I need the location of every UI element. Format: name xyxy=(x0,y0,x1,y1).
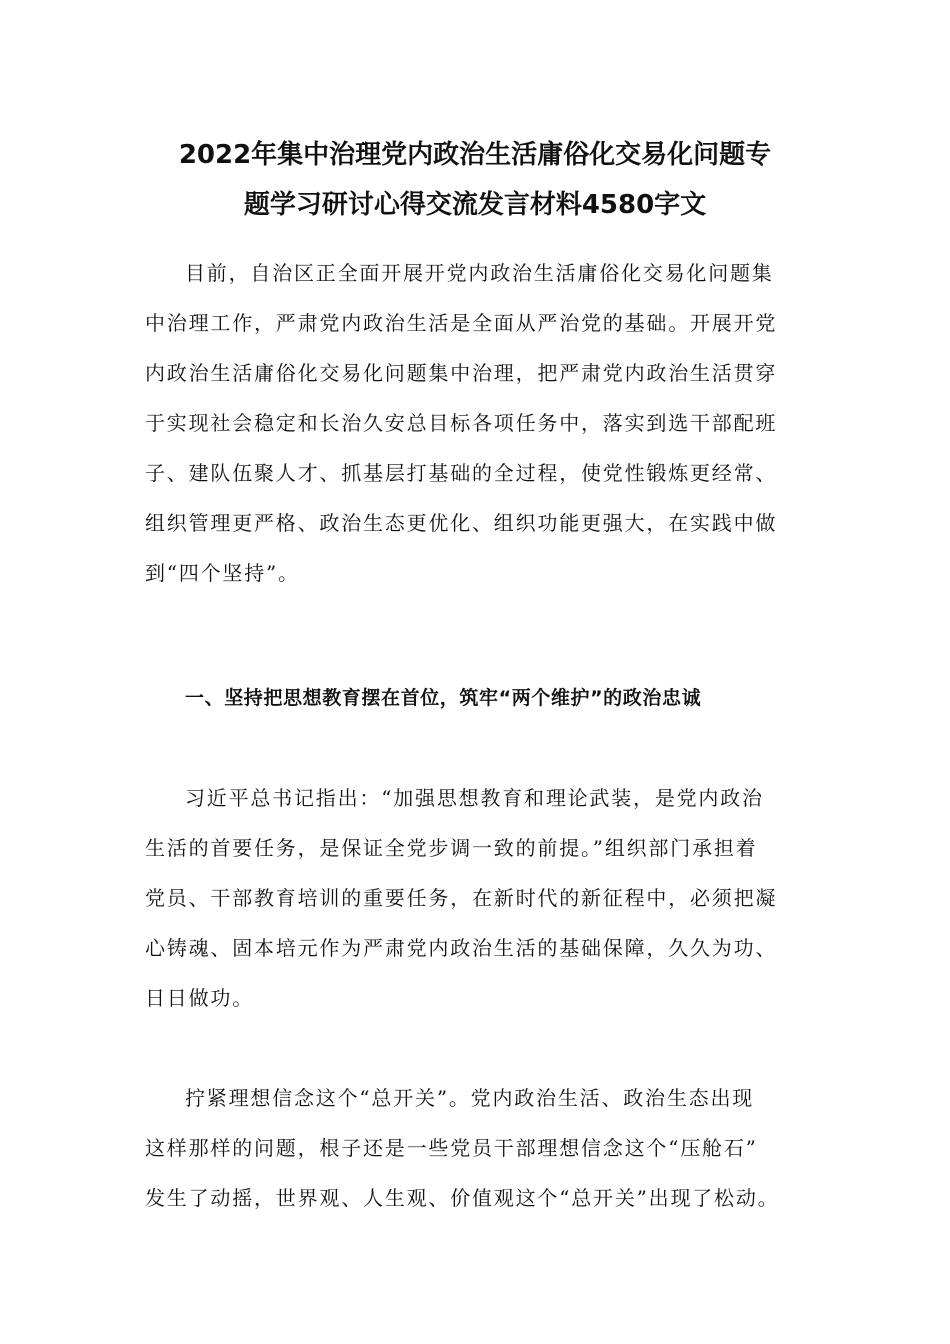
paragraph-line: 中治理工作，严肃党内政治生活是全面从严治党的基础。开展开党 xyxy=(145,311,778,335)
paragraph-line: 日日做功。 xyxy=(145,986,254,1010)
paragraph-line: 到“四个坚持”。 xyxy=(145,561,300,585)
paragraph-line: 子、建队伍聚人才、抓基层打基础的全过程，使党性锻炼更经常、 xyxy=(145,461,778,485)
section1-paragraph-1 xyxy=(145,773,815,1023)
title-line-1: 2022年集中治理党内政治生活庸俗化交易化问题专 xyxy=(178,140,772,170)
document-title xyxy=(130,130,820,230)
paragraph-line: 内政治生活庸俗化交易化问题集中治理，把严肃党内政治生活贯穿 xyxy=(145,361,778,385)
paragraph-line: 心铸魂、固本培元作为严肃党内政治生活的基础保障，久久为功、 xyxy=(145,936,778,960)
paragraph-line: 发生了动摇，世界观、人生观、价值观这个“总开关”出现了松动。 xyxy=(145,1186,780,1210)
section1-paragraph-2 xyxy=(145,1073,815,1223)
paragraph-line: 习近平总书记指出：“加强思想教育和理论武装，是党内政治 xyxy=(185,786,764,810)
title-line-2: 题学习研讨心得交流发言材料4580字文 xyxy=(243,190,707,220)
paragraph-line: 拧紧理想信念这个“总开关”。党内政治生活、政治生态出现 xyxy=(185,1086,755,1110)
paragraph-line: 组织管理更严格、政治生态更优化、组织功能更强大，在实践中做 xyxy=(145,511,778,535)
paragraph-line: 这样那样的问题，根子还是一些党员干部理想信念这个“压舱石” xyxy=(145,1136,758,1160)
intro-paragraph xyxy=(145,248,815,598)
paragraph-line: 党员、干部教育培训的重要任务，在新时代的新征程中，必须把凝 xyxy=(145,886,778,910)
section-heading-1: 一、坚持把思想教育摆在首位，筑牢“两个维护”的政治忠诚 xyxy=(185,687,702,709)
paragraph-line: 生活的首要任务，是保证全党步调一致的前提。”组织部门承担着 xyxy=(145,836,758,860)
paragraph-line: 目前，自治区正全面开展开党内政治生活庸俗化交易化问题集 xyxy=(185,261,774,285)
paragraph-line: 于实现社会稳定和长治久安总目标各项任务中，落实到选干部配班 xyxy=(145,411,778,435)
